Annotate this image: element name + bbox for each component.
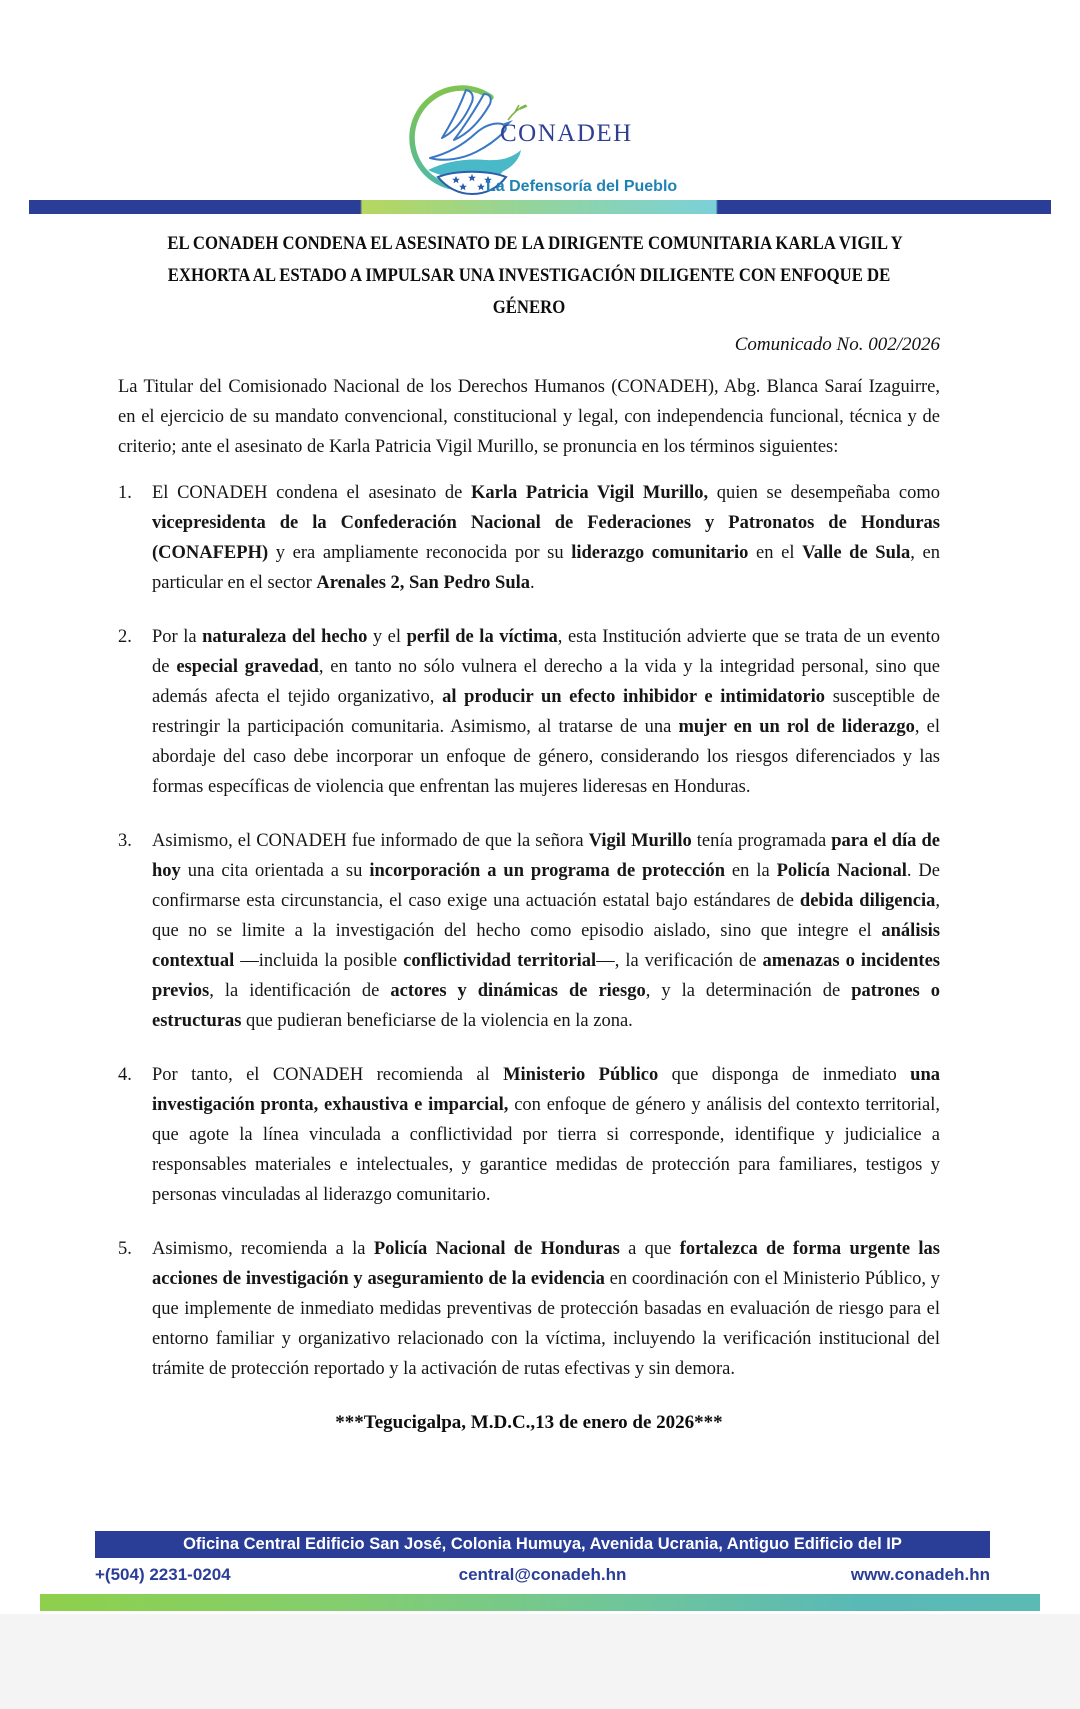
- footer-contact-row: [95, 1563, 990, 1587]
- item-text: [152, 1060, 940, 1210]
- text-run: . De confirmarse esta circunstancia, el caso exige una actuación estatal bajo estándares de: [152, 861, 941, 911]
- logo-tagline: La Defensoría del Pueblo: [486, 178, 678, 195]
- text-run: , que no se limite a la investigación del hecho como episodio aislado, sino que integre el: [152, 891, 940, 941]
- text-run: Asimismo, el CONADEH fue informado de que la señora: [152, 831, 589, 851]
- text-run: y era ampliamente reconocida por su: [268, 543, 572, 563]
- list-item: [118, 1234, 940, 1384]
- logo-acronym: CONADEH: [500, 120, 633, 147]
- bold-run: liderazgo comunitario: [571, 543, 749, 563]
- bold-run: patrones o estructuras: [152, 981, 940, 1031]
- text-run: Asimismo, recomienda a la: [152, 1239, 374, 1259]
- olive-branch-graphic: [508, 105, 527, 120]
- bold-run: análisis contextual: [152, 921, 940, 971]
- bold-run: Policía Nacional: [776, 861, 907, 881]
- bold-run: Karla Patricia Vigil Murillo,: [471, 483, 709, 503]
- text-run: , y la determinación de: [645, 981, 852, 1001]
- website-url[interactable]: www.conadeh.hn: [850, 1565, 990, 1584]
- text-run: a que: [619, 1239, 680, 1259]
- bold-run: Vigil Murillo: [588, 831, 692, 851]
- text-run: que disponga de inmediato: [658, 1065, 911, 1085]
- item-number: 2.: [118, 627, 132, 647]
- text-run: en la: [724, 861, 777, 881]
- list-item: [118, 826, 940, 1036]
- item-number: 1.: [118, 483, 132, 503]
- document-body: [0, 228, 1080, 1438]
- item-text: [152, 826, 940, 1036]
- text-run: , el abordaje del caso debe incorporar un enfoque de género, considerando los riesgos diferenciados y las formas específicas de violencia que enfrentan las mujeres lideresas en Honduras.: [152, 717, 940, 797]
- text-run: , en particular en el sector: [152, 543, 940, 593]
- text-run: en el: [748, 543, 803, 563]
- text-run: Por la: [152, 627, 203, 647]
- item-number: 3.: [118, 831, 132, 851]
- bold-run: Ministerio Público: [503, 1065, 659, 1085]
- findings-list: [118, 478, 940, 1384]
- bold-run: amenazas o incidentes previos: [152, 951, 940, 1001]
- letterhead-footer: [0, 1531, 1080, 1614]
- bold-run: una investigación pronta, exhaustiva e imparcial,: [152, 1065, 940, 1115]
- item-number: 5.: [118, 1239, 132, 1259]
- item-number: 4.: [118, 1065, 132, 1085]
- comunicado-number: Comunicado No. 002/2026: [734, 334, 940, 355]
- text-run: en coordinación con el Ministerio Público, y que implemente de inmediato medidas preventivas de protección basadas en evaluación de riesgo para el entorno familiar y organizativo relacionado con la víctima, incluyendo la verificación institucional del trámite de protección reportado y la activación de rutas efectivas y sin demora.: [152, 1269, 940, 1379]
- item-text: [152, 478, 940, 598]
- text-run: tenía programada: [691, 831, 832, 851]
- text-run: .: [530, 573, 535, 593]
- bold-run: vicepresidenta de la Confederación Nacional de Federaciones y Patronatos de Honduras (CONAFEPH): [152, 513, 940, 563]
- title-line: GÉNERO: [492, 297, 566, 318]
- text-run: —incluida la posible: [234, 951, 404, 971]
- phone-number: +(504) 2231-0204: [95, 1565, 231, 1584]
- text-run: , en tanto no sólo vulnera el derecho a la vida y la integridad personal, sino que además afecta el tejido organizativo,: [152, 657, 940, 707]
- text-run: —, la verificación de: [596, 951, 763, 971]
- list-item: [118, 478, 940, 598]
- title-line: EXHORTA AL ESTADO A IMPULSAR UNA INVESTIGACIÓN DILIGENTE CON ENFOQUE DE: [167, 265, 891, 286]
- footer-gradient-bar: [40, 1594, 1040, 1611]
- closing-line: ***Tegucigalpa, M.D.C.,13 de enero de 2026***: [335, 1412, 723, 1433]
- header-accent-bar: [29, 200, 1051, 214]
- bold-run: para el día de hoy: [152, 831, 941, 881]
- item-text: [152, 622, 940, 802]
- text-run: susceptible de restringir la participación comunitaria. Asimismo, al tratarse de una: [152, 687, 940, 737]
- text-run: , esta Institución advierte que se trata de un evento de: [152, 627, 940, 677]
- text-run: y el: [367, 627, 407, 647]
- bold-run: debida diligencia: [799, 891, 936, 911]
- bold-run: naturaleza del hecho: [202, 627, 368, 647]
- conadeh-logo-graphic: [400, 78, 680, 196]
- text-run: , la identificación de: [209, 981, 391, 1001]
- text-run: una cita orientada a su: [180, 861, 370, 881]
- item-text: [152, 1234, 940, 1384]
- text-run: El CONADEH condena el asesinato de: [152, 483, 472, 503]
- footer-address: Oficina Central Edificio San José, Colonia Humuya, Avenida Ucrania, Antiguo Edificio del IP: [183, 1535, 902, 1553]
- bold-run: Policía Nacional de Honduras: [373, 1239, 620, 1259]
- bold-run: perfil de la víctima: [406, 627, 558, 647]
- bold-run: mujer en un rol de liderazgo: [678, 717, 915, 737]
- text-run: quien se desempeñaba como: [708, 483, 941, 503]
- text-run: Por tanto, el CONADEH recomienda al: [152, 1065, 504, 1085]
- footer-address-bar: [95, 1531, 990, 1558]
- email-address[interactable]: central@conadeh.hn: [458, 1565, 627, 1584]
- bold-run: al producir un efecto inhibidor e intimidatorio: [442, 687, 826, 707]
- bold-run: actores y dinámicas de riesgo: [390, 981, 646, 1001]
- intro-paragraph: La Titular del Comisionado Nacional de los Derechos Humanos (CONADEH), Abg. Blanca Saraí Izaguirre, en el ejercicio de su mandato convencional, constitucional y legal, con independencia funcional, técnica y de criterio; ante el asesinato de Karla Patricia Vigil Murillo, se pronuncia en los términos siguientes:: [118, 377, 940, 457]
- bold-run: especial gravedad: [176, 657, 319, 677]
- text-run: con enfoque de género y análisis del contexto territorial, que agote la línea vinculada a conflictividad por tierra si corresponde, identifique y judicialice a responsables materiales e intelectuales, y garantice medidas de protección para familiares, testigos y personas vinculadas al liderazgo comunitario.: [152, 1095, 940, 1205]
- bold-run: Valle de Sula: [802, 543, 911, 563]
- title-line: EL CONADEH CONDENA EL ASESINATO DE LA DIRIGENTE COMUNITARIA KARLA VIGIL Y: [167, 233, 903, 254]
- page-backdrop: [0, 1614, 1080, 1709]
- bold-run: Arenales 2, San Pedro Sula: [316, 573, 530, 593]
- conadeh-logo: [400, 78, 680, 196]
- document-title: [118, 228, 940, 324]
- list-item: [118, 622, 940, 802]
- list-item: [118, 1060, 940, 1210]
- bold-run: fortalezca de forma urgente las acciones de investigación y aseguramiento de la evidencia: [152, 1239, 940, 1289]
- bold-run: incorporación a un programa de protección: [369, 861, 725, 881]
- bold-run: conflictividad territorial: [403, 951, 597, 971]
- text-run: que pudieran beneficiarse de la violencia en la zona.: [241, 1011, 633, 1031]
